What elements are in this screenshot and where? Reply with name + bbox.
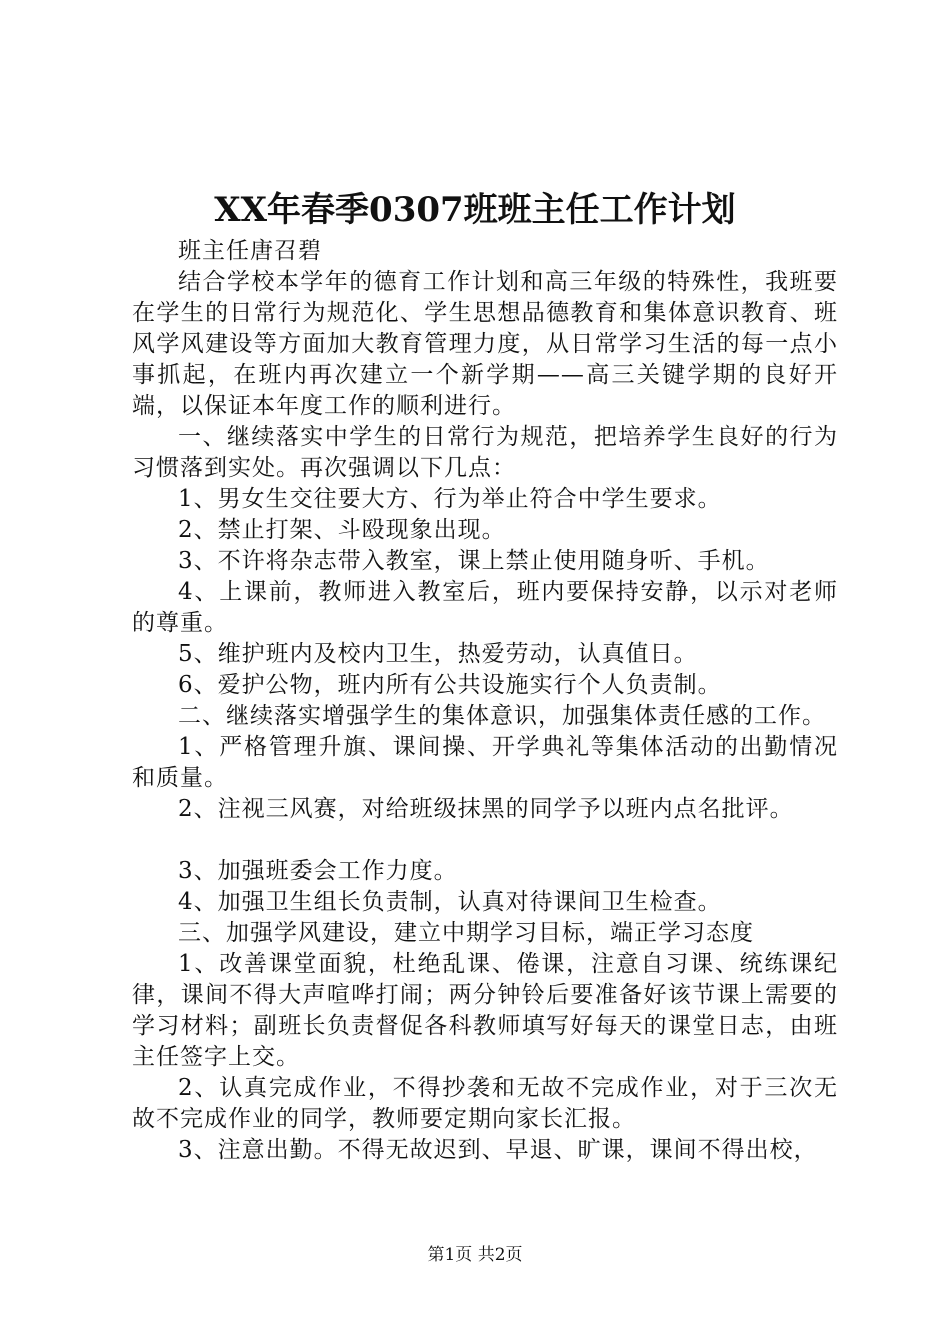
paragraph: 4、上课前，教师进入教室后，班内要保持安静，以示对老师的尊重。 xyxy=(132,579,838,636)
paragraph: 2、认真完成作业，不得抄袭和无故不完成作业，对于三次无故不完成作业的同学，教师要定期向家长汇报。 xyxy=(132,1075,838,1132)
document-title: XX年春季0307班班主任工作计划 xyxy=(214,190,736,230)
paragraph: 三、加强学风建设，建立中期学习目标，端正学习态度 xyxy=(178,920,754,946)
paragraph: 结合学校本学年的德育工作计划和高三年级的特殊性，我班要在学生的日常行为规范化、学生思想品德教育和集体意识教育、班风学风建设等方面加大教育管理力度，从日常学习生活的每一点小事抓起，在班内再次建立一个新学期——高三关键学期的良好开端，以保证本年度工作的顺利进行。 xyxy=(132,269,838,419)
blank-line xyxy=(132,825,838,856)
paragraph: 3、加强班委会工作力度。 xyxy=(178,858,458,884)
paragraph: 2、注视三风赛，对给班级抹黑的同学予以班内点名批评。 xyxy=(178,796,794,822)
paragraph: 3、不许将杂志带入教室，课上禁止使用随身听、手机。 xyxy=(178,548,770,574)
paragraph: 1、严格管理升旗、课间操、开学典礼等集体活动的出勤情况和质量。 xyxy=(132,734,838,791)
paragraph: 6、爱护公物，班内所有公共设施实行个人负责制。 xyxy=(178,672,722,698)
paragraph: 3、注意出勤。不得无故迟到、早退、旷课，课间不得出校， xyxy=(178,1137,818,1163)
author-line: 班主任唐召碧 xyxy=(178,238,322,264)
paragraph: 2、禁止打架、斗殴现象出现。 xyxy=(178,517,506,543)
page-footer: 第1页 共2页 xyxy=(427,1245,523,1265)
paragraph: 1、改善课堂面貌，杜绝乱课、倦课，注意自习课、统练课纪律，课间不得大声喧哗打闹；两分钟铃后要准备好该节课上需要的学习材料；副班长负责督促各科教师填写好每天的课堂日志，由班主任签字上交。 xyxy=(132,951,838,1070)
paragraph: 4、加强卫生组长负责制，认真对待课间卫生检查。 xyxy=(178,889,722,915)
paragraph: 二、继续落实增强学生的集体意识，加强集体责任感的工作。 xyxy=(178,703,826,729)
paragraph: 一、继续落实中学生的日常行为规范，把培养学生良好的行为习惯落到实处。再次强调以下几点： xyxy=(132,424,838,481)
paragraph: 1、男女生交往要大方、行为举止符合中学生要求。 xyxy=(178,486,722,512)
paragraph: 5、维护班内及校内卫生，热爱劳动，认真值日。 xyxy=(178,641,698,667)
document-body xyxy=(132,236,838,1166)
